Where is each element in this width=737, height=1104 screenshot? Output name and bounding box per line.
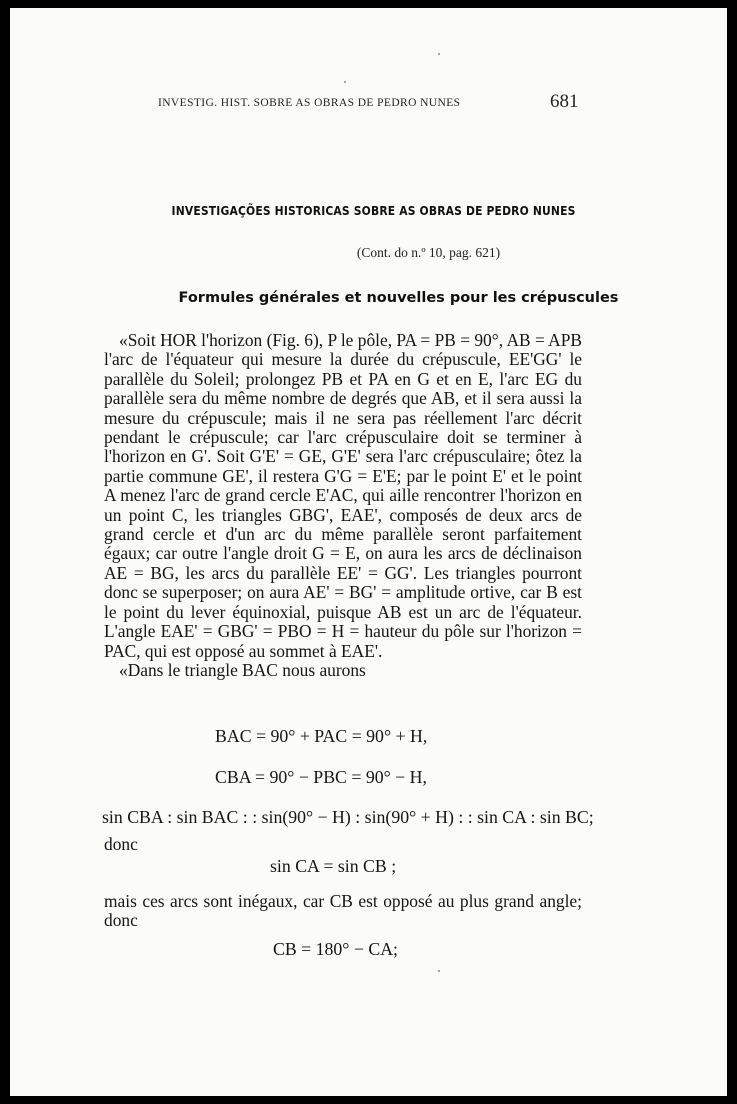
paragraph: «Soit HOR l'horizon (Fig. 6), P le pôle, PA = PB = 90°, AB = APB l'arc de l'équateur qui mesure la durée du crépuscule, EE'GG' le parallèle du Soleil; prolongez PB et PA en G et en E, l'arc EG du parallèle sera du même nombre de degrés que AB, et il sera aussi la mesure du crépuscule; mais il ne sera pas réellement l'arc décrit pendant le crépuscule; car l'arc crépusculaire doit se terminer à l'horizon en G'. Soit G'E' = GE, G'E' sera l'arc crépusculaire; ôtez la partie commune GE', il restera G'G = E'E; par le point E' et le point A menez l'arc de grand cercle E'AC, qui aille rencontrer l'horizon en un point C, les triangles GBG', EAE', composés de deux arcs de grand cercle et d'un arc du même parallèle seront parfaitement égaux; car outre l'angle droit G = E, on aura les arcs de déclinaison AE = BG, les arcs du parallèle EE' = GG'. Les triangles pourront donc se superposer; on aura AE' = BG' = amplitude ortive, car B est le point du lever équinoxial, puisque AB est un arc de l'équateur. L'angle EAE' = GBG' = PBO = H = hauteur du pôle sur l'horizon = PAC, qui est opposé au sommet à EAE'. (104, 330, 582, 661)
text-donc: donc (104, 834, 138, 854)
equation-sin-ca: sin CA = sin CB ; (270, 856, 397, 876)
running-header (158, 91, 588, 112)
equation-bac: BAC = 90° + PAC = 90° + H, (215, 726, 428, 746)
body-text (104, 331, 582, 680)
equation-sine-ratio: sin CBA : sin BAC : : sin(90° − H) : sin(90° + H) : : sin CA : sin BC; (102, 807, 594, 827)
paragraph: «Dans le triangle BAC nous aurons (119, 659, 366, 680)
paper-speck (344, 81, 346, 83)
continuation-note: (Cont. do n.º 10, pag. 621) (356, 245, 501, 260)
text-mais: mais ces arcs sont inégaux, car CB est opposé au plus grand angle; donc (104, 891, 582, 931)
book-page (10, 8, 727, 1096)
paper-speck (438, 53, 440, 55)
equation-cba: CBA = 90° − PBC = 90° − H, (215, 767, 427, 787)
article-title: INVESTIGAÇÕES HISTORICAS SOBRE AS OBRAS DE PEDRO NUNES (171, 203, 576, 218)
section-title: Formules générales et nouvelles pour les crépuscules (178, 290, 619, 306)
running-title: INVESTIG. HIST. SOBRE AS OBRAS DE PEDRO NUNES (158, 97, 461, 109)
page-number: 681 (550, 91, 579, 112)
paper-speck (438, 970, 440, 972)
equation-cb: CB = 180° − CA; (273, 939, 398, 959)
